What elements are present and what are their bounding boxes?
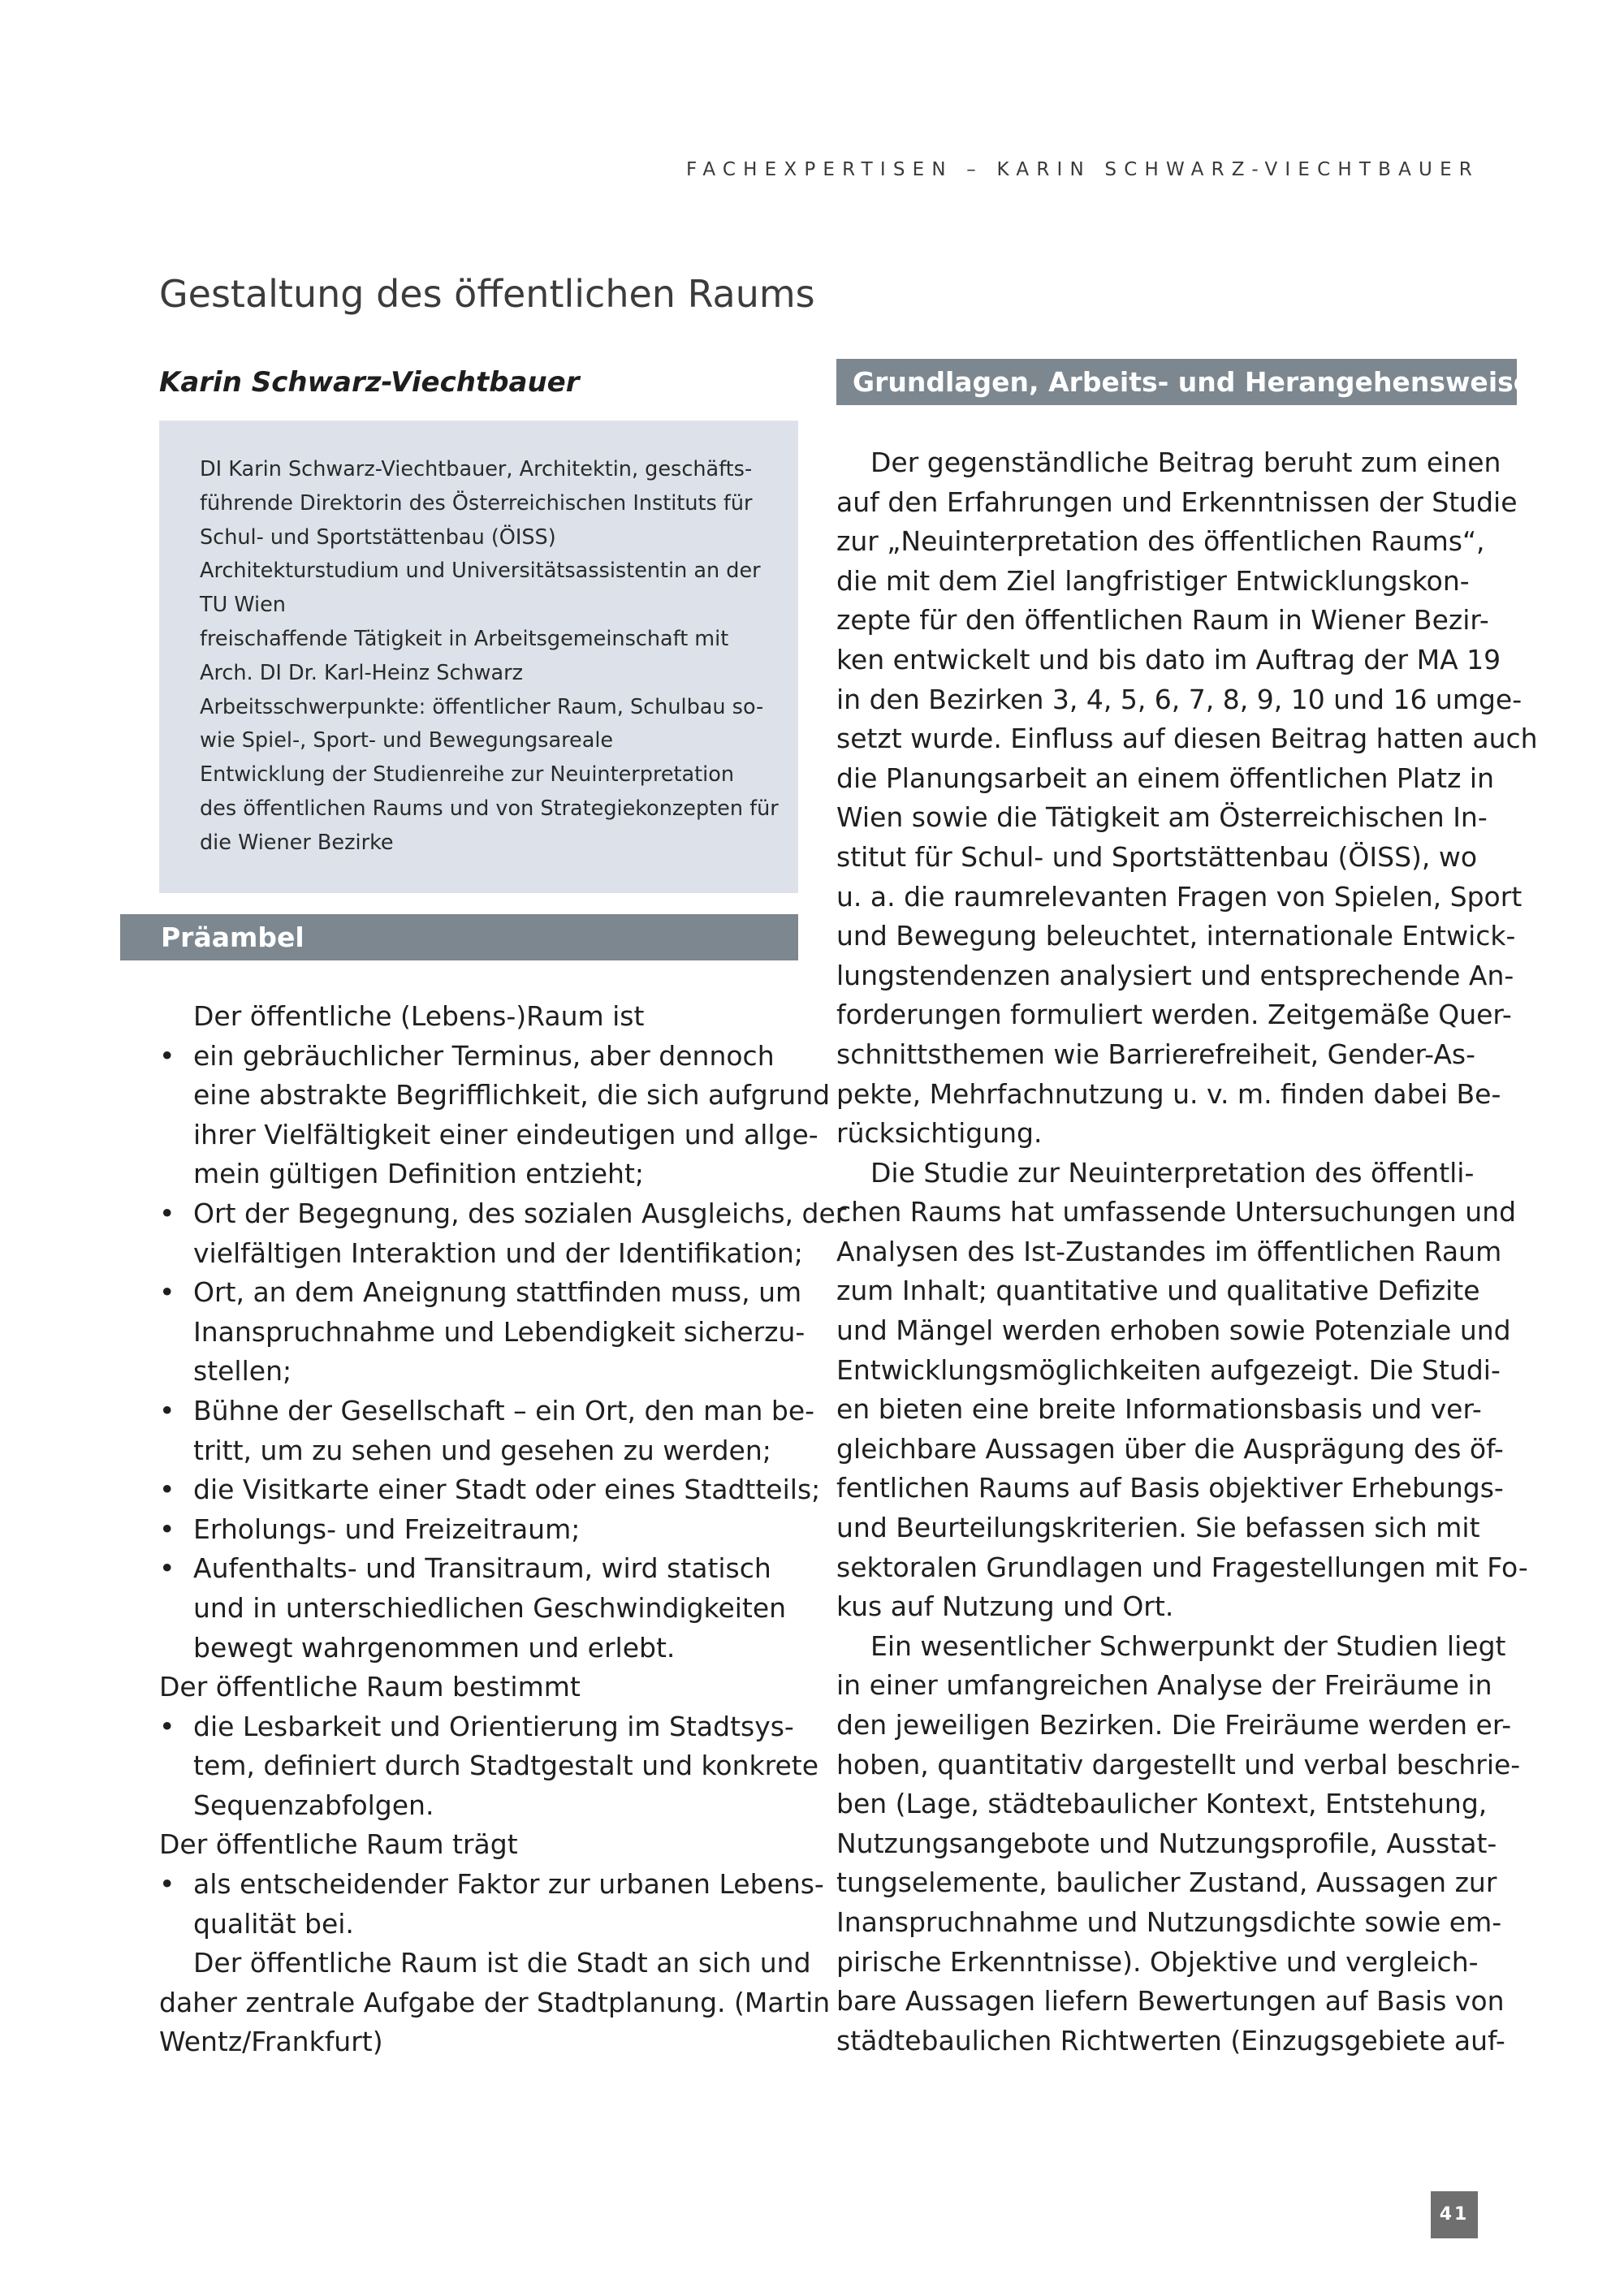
bullet-marker: • [159, 1197, 175, 1229]
line-text: mein gültigen Definition entzieht; [193, 1158, 645, 1190]
text-line [836, 1430, 1510, 1470]
bullet-continuation-line [159, 1746, 819, 1786]
line-text: zur „Neuinterpretation des öffentlichen Raums“, [836, 525, 1485, 558]
line-text: zepte für den öffentlichen Raum in Wiener Bezir- [836, 604, 1489, 637]
line-text: ben (Lage, städtebaulicher Kontext, Entstehung, [836, 1788, 1488, 1820]
text-line [159, 1668, 809, 1707]
text-line [836, 1548, 1528, 1588]
line-text: stitut für Schul- und Sportstättenbau (ÖISS), wo [836, 840, 1478, 873]
line-text: und in unterschiedlichen Geschwindigkeiten [193, 1591, 787, 1624]
line-text: Der öffentliche (Lebens-)Raum ist [193, 1000, 645, 1032]
right-column-text [836, 443, 1538, 2061]
line-text: Wien sowie die Tätigkeit am Österreichischen In- [836, 801, 1488, 834]
line-text: en bieten eine breite Informationsbasis und ver- [836, 1393, 1482, 1426]
text-line [836, 1114, 1510, 1154]
line-text: stellen; [193, 1355, 292, 1388]
text-line [836, 1706, 1510, 1746]
line-text: die Lesbarkeit und Orientierung im Stadtsys- [193, 1710, 794, 1742]
line-text: die Planungsarbeit an einem öffentlichen Platz in [836, 762, 1494, 794]
bio-line: führende Direktorin des Österreichischen Instituts für [200, 490, 753, 516]
line-text: eine abstrakte Begrifflichkeit, die sich aufgrund [193, 1079, 831, 1111]
text-line [159, 1983, 831, 2023]
bullet-item-line [159, 1865, 824, 1905]
paragraph-first-line [159, 1944, 809, 1983]
text-line [836, 1863, 1510, 1903]
line-text: Ort, an dem Aneignung stattfinden muss, um [193, 1276, 802, 1309]
line-text: Die Studie zur Neuinterpretation des öffentli- [870, 1156, 1475, 1189]
line-text: Der gegenständliche Beitrag beruht zum einen [870, 447, 1501, 478]
text-line [836, 1035, 1510, 1075]
bullet-item-line [159, 1194, 847, 1234]
line-text: Bühne der Gesellschaft – ein Ort, den man be- [193, 1394, 815, 1426]
bullet-item-line [159, 1037, 809, 1077]
bio-line: Arch. DI Dr. Karl-Heinz Schwarz [200, 660, 524, 685]
line-text: Nutzungsangebote und Nutzungsprofile, Ausstat- [836, 1827, 1497, 1859]
running-head: FACHEXPERTISEN – KARIN SCHWARZ-VIECHTBAUER [686, 159, 1479, 180]
text-line [836, 522, 1510, 562]
text-line [836, 719, 1538, 759]
section-heading-preamble: Präambel [120, 914, 798, 960]
line-text: Der öffentliche Raum ist die Stadt an sich und [193, 1947, 811, 1979]
author-bio-box [159, 421, 798, 893]
text-line [836, 1193, 1517, 1232]
text-line [836, 1469, 1510, 1508]
bio-line: Entwicklung der Studienreihe zur Neuinterpretation [200, 762, 735, 788]
text-line [836, 1508, 1510, 1548]
bullet-continuation-line [159, 1234, 809, 1274]
line-text: tritt, um zu sehen und gesehen zu werden; [193, 1434, 771, 1466]
line-text: zum Inhalt; quantitative und qualitative Defizite [836, 1275, 1480, 1307]
line-text: vielfältigen Interaktion und der Identifikation; [193, 1236, 803, 1269]
line-text: Analysen des Ist-Zustandes im öffentlichen Raum [836, 1235, 1502, 1267]
paragraph-first-line [159, 997, 809, 1037]
text-line [836, 1746, 1521, 1785]
article-title: Gestaltung des öffentlichen Raums [159, 272, 815, 316]
bullet-item-line [159, 1549, 809, 1589]
line-text: bare Aussagen liefern Bewertungen auf Basis von [836, 1985, 1505, 2018]
line-text: Der öffentliche Raum trägt [159, 1828, 518, 1861]
section-heading-grundlagen: Grundlagen, Arbeits- und Herangehensweise [836, 359, 1517, 405]
line-text: die Visitkarte einer Stadt oder eines Stadtteils; [193, 1474, 821, 1506]
text-line [836, 601, 1510, 641]
bullet-continuation-line [159, 1116, 818, 1155]
line-text: kus auf Nutzung und Ort. [836, 1590, 1174, 1623]
bullet-marker: • [159, 1474, 175, 1506]
line-text: setzt wurde. Einfluss auf diesen Beitrag hatten auch [836, 723, 1538, 755]
text-line [159, 1825, 809, 1865]
bio-line: TU Wien [200, 593, 286, 618]
line-text: und Mängel werden erhoben sowie Potenziale und [836, 1314, 1511, 1347]
bio-line: die Wiener Bezirke [200, 830, 394, 855]
line-text: bewegt wahrgenommen und erlebt. [193, 1631, 676, 1664]
text-line [836, 1666, 1510, 1706]
bullet-continuation-line [159, 1786, 809, 1826]
text-line [836, 1587, 1510, 1627]
line-text: daher zentrale Aufgabe der Stadtplanung. (Martin [159, 1986, 831, 2018]
line-text: tungselemente, baulicher Zustand, Aussagen zur [836, 1867, 1497, 1899]
text-line [836, 2022, 1510, 2061]
text-line [836, 798, 1510, 838]
line-text: pirische Erkenntnisse). Objektive und vergleich- [836, 1945, 1479, 1978]
bullet-item-line [159, 1470, 821, 1510]
text-line [836, 1943, 1510, 1983]
text-line [836, 995, 1510, 1035]
line-text: u. a. die raumrelevanten Fragen von Spielen, Sport [836, 880, 1522, 913]
line-text: Erholungs- und Freizeitraum; [193, 1513, 581, 1545]
line-text: Ein wesentlicher Schwerpunkt der Studien liegt [870, 1629, 1506, 1662]
line-text: chen Raums hat umfassende Untersuchungen und [836, 1196, 1517, 1228]
bullet-continuation-line [159, 1352, 809, 1392]
page-number: 41 [1431, 2191, 1478, 2238]
text-line [836, 1785, 1510, 1824]
text-line [836, 1824, 1510, 1864]
text-line [836, 680, 1522, 720]
line-text: forderungen formuliert werden. Zeitgemäße Quer- [836, 999, 1512, 1031]
line-text: tem, definiert durch Stadtgestalt und konkrete [193, 1750, 819, 1782]
text-line [836, 562, 1510, 602]
bullet-continuation-line [159, 1154, 809, 1194]
text-line [836, 483, 1518, 523]
bullet-marker: • [159, 1513, 175, 1545]
bullet-continuation-line [159, 1629, 809, 1668]
line-text: fentlichen Raums auf Basis objektiver Erhebungs- [836, 1472, 1504, 1504]
line-text: die mit dem Ziel langfristiger Entwicklungskon- [836, 564, 1470, 597]
line-text: Sequenzabfolgen. [193, 1789, 434, 1821]
text-line [836, 1903, 1510, 1943]
text-line [836, 1232, 1510, 1272]
line-text: gleichbare Aussagen über die Ausprägung des öf- [836, 1432, 1504, 1465]
line-text: lungstendenzen analysiert und entsprechende An- [836, 959, 1514, 991]
line-text: sektoralen Grundlagen und Fragestellungen mit Fo- [836, 1551, 1528, 1583]
line-text: pekte, Mehrfachnutzung u. v. m. finden dabei Be- [836, 1077, 1501, 1110]
line-text: auf den Erfahrungen und Erkenntnissen der Studie [836, 486, 1518, 518]
paragraph-first-line [836, 1154, 1510, 1193]
line-text: ken entwickelt und bis dato im Auftrag der MA 19 [836, 643, 1501, 675]
bullet-continuation-line [159, 1431, 809, 1471]
bullet-continuation-line [159, 1905, 809, 1944]
bio-line: Schul- und Sportstättenbau (ÖISS) [200, 524, 556, 550]
bullet-marker: • [159, 1868, 175, 1901]
text-line [836, 641, 1510, 680]
text-line [836, 1075, 1510, 1115]
text-line [836, 1271, 1510, 1311]
text-line [159, 2022, 809, 2062]
bullet-continuation-line [159, 1076, 831, 1116]
line-text: rücksichtigung. [836, 1117, 1043, 1150]
line-text: Inanspruchnahme und Lebendigkeit sicherzu- [193, 1315, 806, 1348]
text-line [836, 1311, 1510, 1351]
paragraph-first-line [836, 1627, 1510, 1667]
line-text: städtebaulichen Richtwerten (Einzugsgebiete auf- [836, 2024, 1505, 2056]
bio-line: Arbeitsschwerpunkte: öffentlicher Raum, Schulbau so- [200, 694, 764, 719]
line-text: Aufenthalts- und Transitraum, wird statisch [193, 1552, 771, 1585]
line-text: schnittsthemen wie Barrierefreiheit, Gender-As- [836, 1038, 1475, 1070]
line-text: qualität bei. [193, 1907, 354, 1940]
bullet-marker: • [159, 1276, 175, 1309]
bullet-marker: • [159, 1710, 175, 1742]
line-text: Der öffentliche Raum bestimmt [159, 1671, 581, 1703]
paragraph-first-line [836, 443, 1510, 483]
bio-line: freischaffende Tätigkeit in Arbeitsgemeinschaft mit [200, 626, 729, 651]
bullet-item-line [159, 1273, 809, 1313]
author-name: Karin Schwarz-Viechtbauer [159, 366, 580, 399]
line-text: und Beurteilungskriterien. Sie befassen sich mit [836, 1512, 1480, 1544]
bullet-item-line [159, 1510, 809, 1550]
bullet-marker: • [159, 1039, 175, 1072]
line-text: Wentz/Frankfurt) [159, 2026, 383, 2058]
line-text: und Bewegung beleuchtet, internationale Entwick- [836, 920, 1516, 952]
bullet-item-line [159, 1392, 815, 1431]
line-text: ihrer Vielfältigkeit einer eindeutigen und allge- [193, 1118, 818, 1150]
bullet-continuation-line [159, 1589, 809, 1629]
line-text: in einer umfangreichen Analyse der Freiräume in [836, 1669, 1492, 1702]
line-text: hoben, quantitativ dargestellt und verbal beschrie- [836, 1748, 1521, 1780]
bio-line: DI Karin Schwarz-Viechtbauer, Architektin, geschäfts- [200, 457, 753, 481]
line-text: ein gebräuchlicher Terminus, aber dennoch [193, 1039, 775, 1072]
line-text: Entwicklungsmöglichkeiten aufgezeigt. Die Studi- [836, 1353, 1501, 1386]
line-text: Inanspruchnahme und Nutzungsdichte sowie em- [836, 1905, 1502, 1938]
bullet-continuation-line [159, 1313, 809, 1353]
bio-line: wie Spiel-, Sport- und Bewegungsareale [200, 728, 614, 753]
text-line [836, 838, 1510, 878]
left-column-text [159, 997, 847, 2062]
bullet-item-line [159, 1707, 809, 1747]
text-line [836, 759, 1510, 799]
text-line [836, 1390, 1510, 1430]
text-line [836, 1982, 1510, 2022]
line-text: als entscheidender Faktor zur urbanen Lebens- [193, 1868, 824, 1901]
text-line [836, 1351, 1510, 1391]
text-line [836, 878, 1522, 917]
line-text: in den Bezirken 3, 4, 5, 6, 7, 8, 9, 10 und 16 umge- [836, 683, 1522, 715]
bullet-marker: • [159, 1394, 175, 1426]
bio-line: Architekturstudium und Universitätsassistentin an der [200, 559, 761, 584]
bio-line: des öffentlichen Raums und von Strategiekonzepten für [200, 796, 779, 821]
line-text: den jeweiligen Bezirken. Die Freiräume werden er- [836, 1709, 1512, 1741]
line-text: Ort der Begegnung, des sozialen Ausgleichs, der [193, 1197, 847, 1229]
text-line [836, 956, 1514, 996]
bullet-marker: • [159, 1552, 175, 1585]
text-line [836, 917, 1516, 956]
